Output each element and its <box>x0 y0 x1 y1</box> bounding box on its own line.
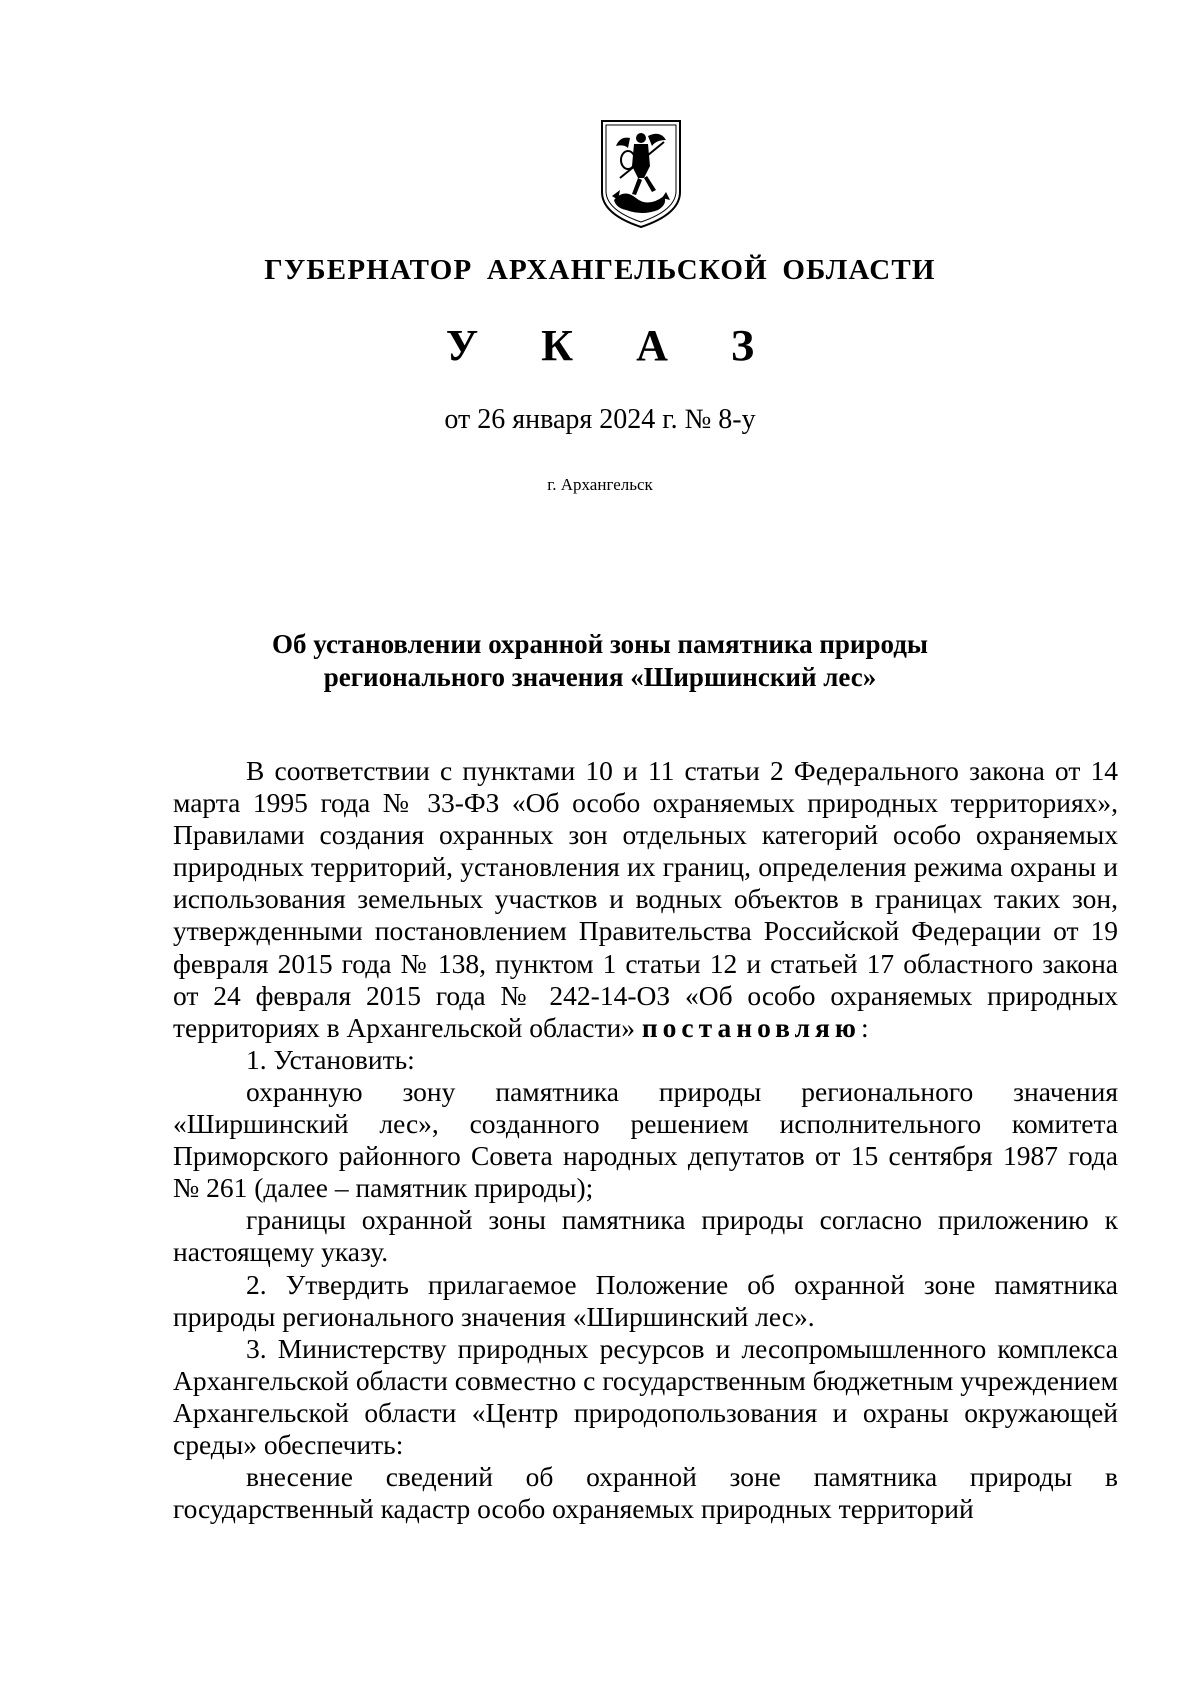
item-3-paragraph-a: внесение сведений об охранной зоне памятника природы в государственный кадастр особо охраняемых природных территорий <box>173 1461 1118 1525</box>
document-title-line-1: Об установлении охранной зоны памятника природы <box>272 629 928 659</box>
coat-of-arms-emblem <box>598 118 684 230</box>
issuing-authority: ГУБЕРНАТОР АРХАНГЕЛЬСКОЙ ОБЛАСТИ <box>264 254 936 286</box>
item-1-heading: 1. Установить: <box>246 1043 415 1075</box>
item-1-paragraph-b: границы охранной зоны памятника природы согласно приложению к настоящему указу. <box>173 1204 1118 1268</box>
decree-word: постановляю <box>641 1011 861 1043</box>
item-2-paragraph: 2. Утвердить прилагаемое Положение об охранной зоне памятника природы регионального значения «Ширшинский лес». <box>173 1268 1118 1332</box>
document-type: У К А З <box>445 321 781 370</box>
decree-colon: : <box>860 1011 869 1043</box>
preamble-paragraph <box>173 755 1118 1044</box>
item-3-paragraph: 3. Министерству природных ресурсов и лесопромышленного комплекса Архангельской области совместно с государственным бюджетным учреждением Архангельской области «Центр природопользования и охраны окружающей среды» обеспечить: <box>173 1332 1118 1460</box>
document-title <box>200 628 1000 694</box>
preamble-text: В соответствии с пунктами 10 и 11 статьи 2 Федерального закона от 14 марта 1995 года № 33-ФЗ «Об особо охраняемых природных территориях», Правилами создания охранных зон отдельных категорий особо охраняемых природных территорий, установления их границ, определения режима охраны и использования земельных участков и водных объектов в границах таких зон, утвержденными постановлением Правительства Российской Федерации от 19 февраля 2015 года № 138, пунктом 1 статьи 12 и статьей 17 областного закона от 24 февраля 2015 года № 242-14-ОЗ «Об особо охраняемых природных территориях в Архангельской области» <box>173 755 1118 1043</box>
document-city: г. Архангельск <box>547 475 653 494</box>
document-title-line-2: регионального значения «Ширшинский лес» <box>323 662 877 692</box>
document-body <box>173 755 1118 1525</box>
item-1-paragraph-a: охранную зону памятника природы регионального значения «Ширшинский лес», созданного решением исполнительного комитета Приморского районного Совета народных депутатов от 15 сентября 1987 года № 261 (далее – памятник природы); <box>173 1075 1118 1204</box>
document-date-number: от 26 января 2024 г. № 8-у <box>444 404 756 435</box>
